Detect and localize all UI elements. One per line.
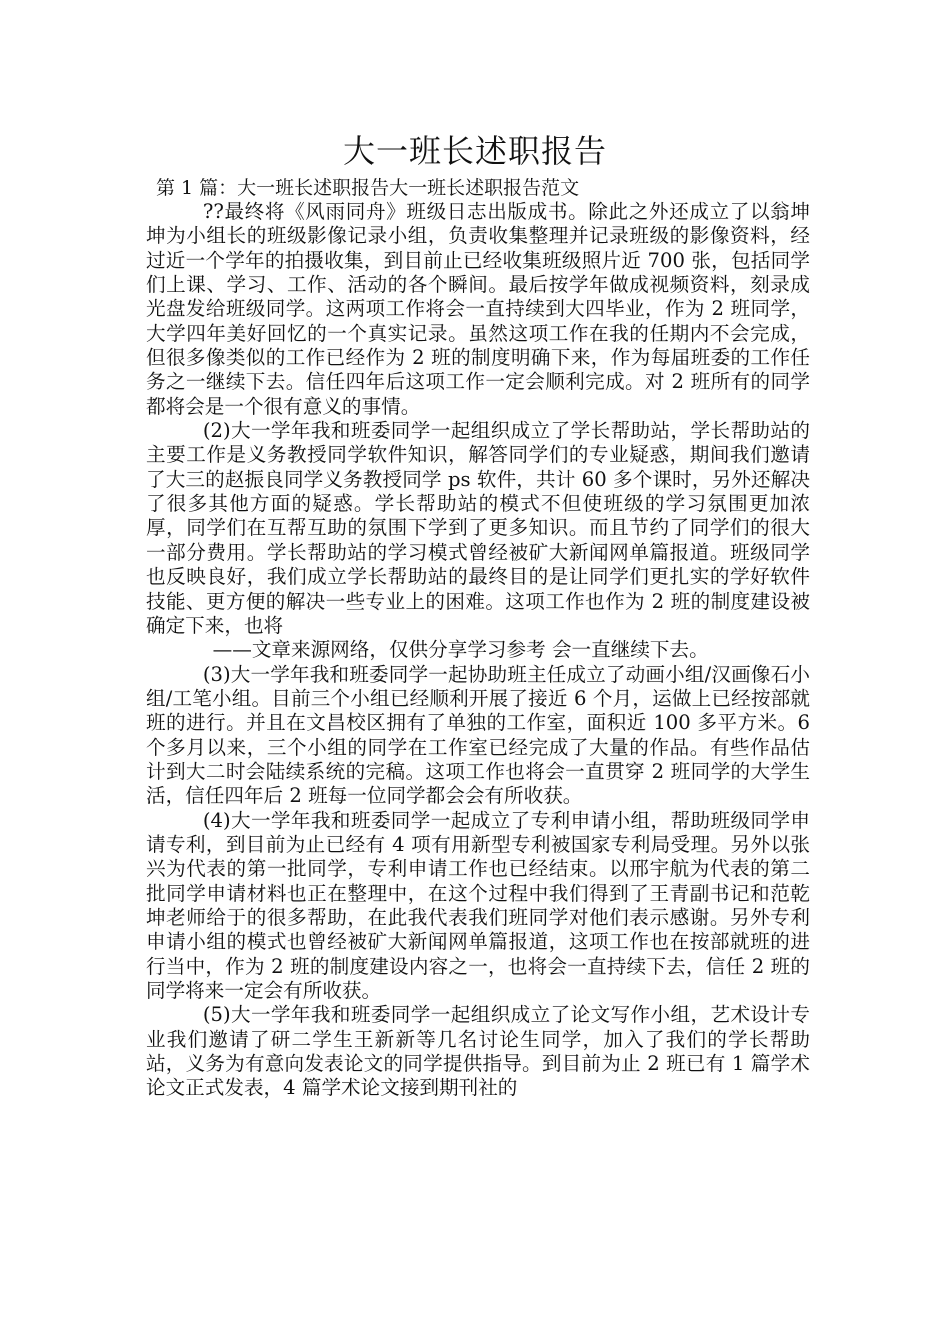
source-note: ——文章来源网络，仅供分享学习参考 会一直继续下去。 bbox=[212, 638, 709, 662]
paragraph: ??最终将《风雨同舟》班级日志出版成书。除此之外还成立了以翁坤坤为小组长的班级影像记录小组，负责收集整理并记录班级的影像资料，经过近一个学年的拍摄收集，到目前止已经收集班级照片近 700 张，包括同学们上课、学习、工作、活动的各个瞬间。最后按学年做成视频资料，刻录成光盘发给班级同学。这两项工作将会一直持续到大四毕业，作为 2 班同学，大学四年美好回忆的一个真实记录。虽然这项工作在我的任期内不会完成，但很多像类似的工作已经作为 2 班的制度明确下来，作为每届班委的工作任务之一继续下去。信任四年后这项工作一定会顺利完成。对 2 班所有的同学都将会是一个很有意义的事情。 bbox=[146, 200, 810, 418]
paragraph: (2)大一学年我和班委同学一起组织成立了学长帮助站，学长帮助站的主要工作是义务教授同学软件知识，解答同学们的专业疑惑，期间我们邀请了大三的赵振良同学义务教授同学 ps 软件，共计 60 多个课时，另外还解决了很多其他方面的疑惑。学长帮助站的模式不但使班级的学习氛围更加浓厚，同学们在互帮互助的氛围下学到了更多知识。而且节约了同学们的很大一部分费用。学长帮助站的学习模式曾经被矿大新闻网单篇报道。班级同学也反映良好，我们成立学长帮助站的最终目的是让同学们更扎实的学好软件技能、更方便的解决一些专业上的困难。这项工作也作为 2 班的制度建设被确定下来，也将 bbox=[146, 419, 810, 637]
paragraph: (3)大一学年我和班委同学一起协助班主任成立了动画小组/汉画像石小组/工笔小组。目前三个小组已经顺利开展了接近 6 个月，运做上已经按部就班的进行。并且在文昌校区拥有了单独的工作室，面积近 100 多平方米。6 个多月以来，三个小组的同学在工作室已经完成了大量的作品。有些作品估计到大二时会陆续系统的完稿。这项工作也将会一直贯穿 2 班同学的大学生活，信任四年后 2 班每一位同学都会会有所收获。 bbox=[146, 662, 810, 808]
paragraph: (4)大一学年我和班委同学一起成立了专利申请小组，帮助班级同学申请专利，到目前为止已经有 4 项有用新型专利被国家专利局受理。另外以张兴为代表的第一批同学，专利申请工作也已经结束。以邢宇航为代表的第二批同学申请材料也正在整理中，在这个过程中我们得到了王青副书记和范乾坤老师给于的很多帮助，在此我代表我们班同学对他们表示感谢。另外专利申请小组的模式也曾经被矿大新闻网单篇报道，这项工作也在按部就班的进行当中，作为 2 班的制度建设内容之一，也将会一直持续下去，信任 2 班的同学将来一定会有所收获。 bbox=[146, 808, 810, 1002]
document-title: 大一班长述职报告 bbox=[342, 132, 607, 170]
document-body bbox=[146, 200, 810, 1101]
paragraph: (5)大一学年我和班委同学一起组织成立了论文写作小组，艺术设计专业我们邀请了研二学生王新新等几名讨论生同学，加入了我们的学长帮助站，义务为有意向发表论文的同学提供指导。到目前为止 2 班已有 1 篇学术论文正式发表，4 篇学术论文接到期刊社的 bbox=[146, 1003, 810, 1100]
document-subtitle: 第 1 篇：大一班长述职报告大一班长述职报告范文 bbox=[156, 177, 580, 199]
